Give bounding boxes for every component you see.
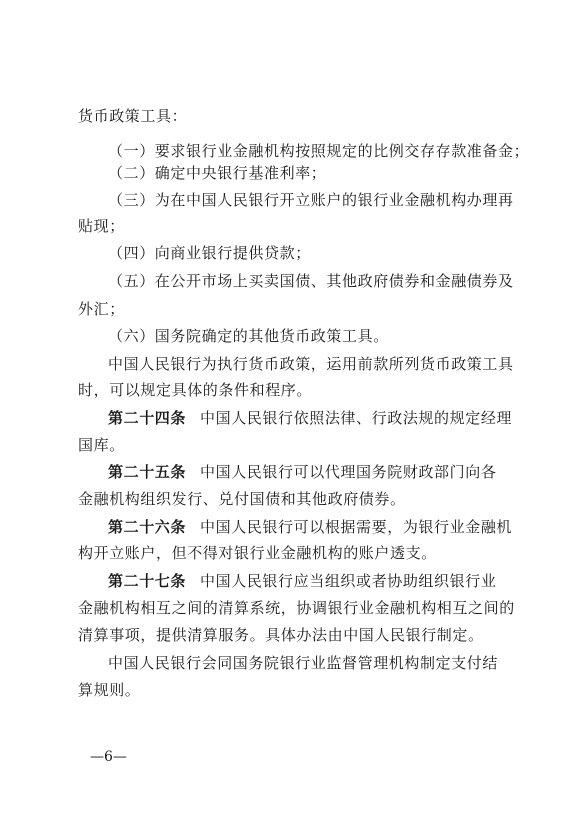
text-line: 货币政策工具：: [78, 107, 188, 125]
article-27-line: [108, 571, 496, 591]
text-line: 时，可以规定具体的条件和程序。: [78, 381, 313, 399]
article-24-line: [108, 408, 512, 428]
article-text: 中国人民银行应当组织或者协助组织银行业: [200, 572, 497, 590]
text-line: 外汇；: [78, 300, 125, 318]
article-26-line: [108, 517, 512, 537]
article-heading: 第二十七条: [108, 572, 187, 590]
text-line: 贴现；: [78, 217, 125, 235]
article-text: 中国人民银行可以代理国务院财政部门向各: [200, 463, 497, 481]
article-heading: 第二十五条: [108, 463, 187, 481]
article-text: 中国人民银行可以根据需要，为银行业金融机: [200, 518, 513, 536]
text-line: （六）国务院确定的其他货币政策工具。: [108, 327, 389, 345]
text-line: 算规则。: [78, 681, 141, 699]
text-line: （五）在公开市场上买卖国债、其他政府债券和金融债券及: [108, 272, 514, 290]
text-line: 金融机构相互之间的清算系统，协调银行业金融机构相互之间的: [78, 599, 515, 617]
article-heading: 第二十六条: [108, 518, 187, 536]
page-number: —6—: [90, 749, 127, 765]
article-heading: 第二十四条: [108, 409, 187, 427]
text-line: 中国人民银行会同国务院银行业监督管理机构制定支付结: [108, 654, 499, 672]
article-text: 中国人民银行依照法律、行政法规的规定经理: [200, 409, 513, 427]
text-line: （三）为在中国人民银行开立账户的银行业金融机构办理再: [108, 191, 514, 209]
text-line: 国库。: [78, 436, 125, 454]
text-line: 金融机构组织发行、兑付国债和其他政府债券。: [78, 490, 406, 508]
article-25-line: [108, 462, 496, 482]
text-line: （四）向商业银行提供贷款；: [108, 244, 311, 262]
text-line: 中国人民银行为执行货币政策，运用前款所列货币政策工具: [108, 355, 514, 373]
text-line: 构开立账户，但不得对银行业金融机构的账户透支。: [78, 544, 437, 562]
text-line: 清算事项，提供清算服务。具体办法由中国人民银行制定。: [78, 626, 484, 644]
text-line: （二）确定中央银行基准利率；: [108, 164, 327, 182]
text-line: （一）要求银行业金融机构按照规定的比例交存存款准备金；: [108, 142, 530, 160]
